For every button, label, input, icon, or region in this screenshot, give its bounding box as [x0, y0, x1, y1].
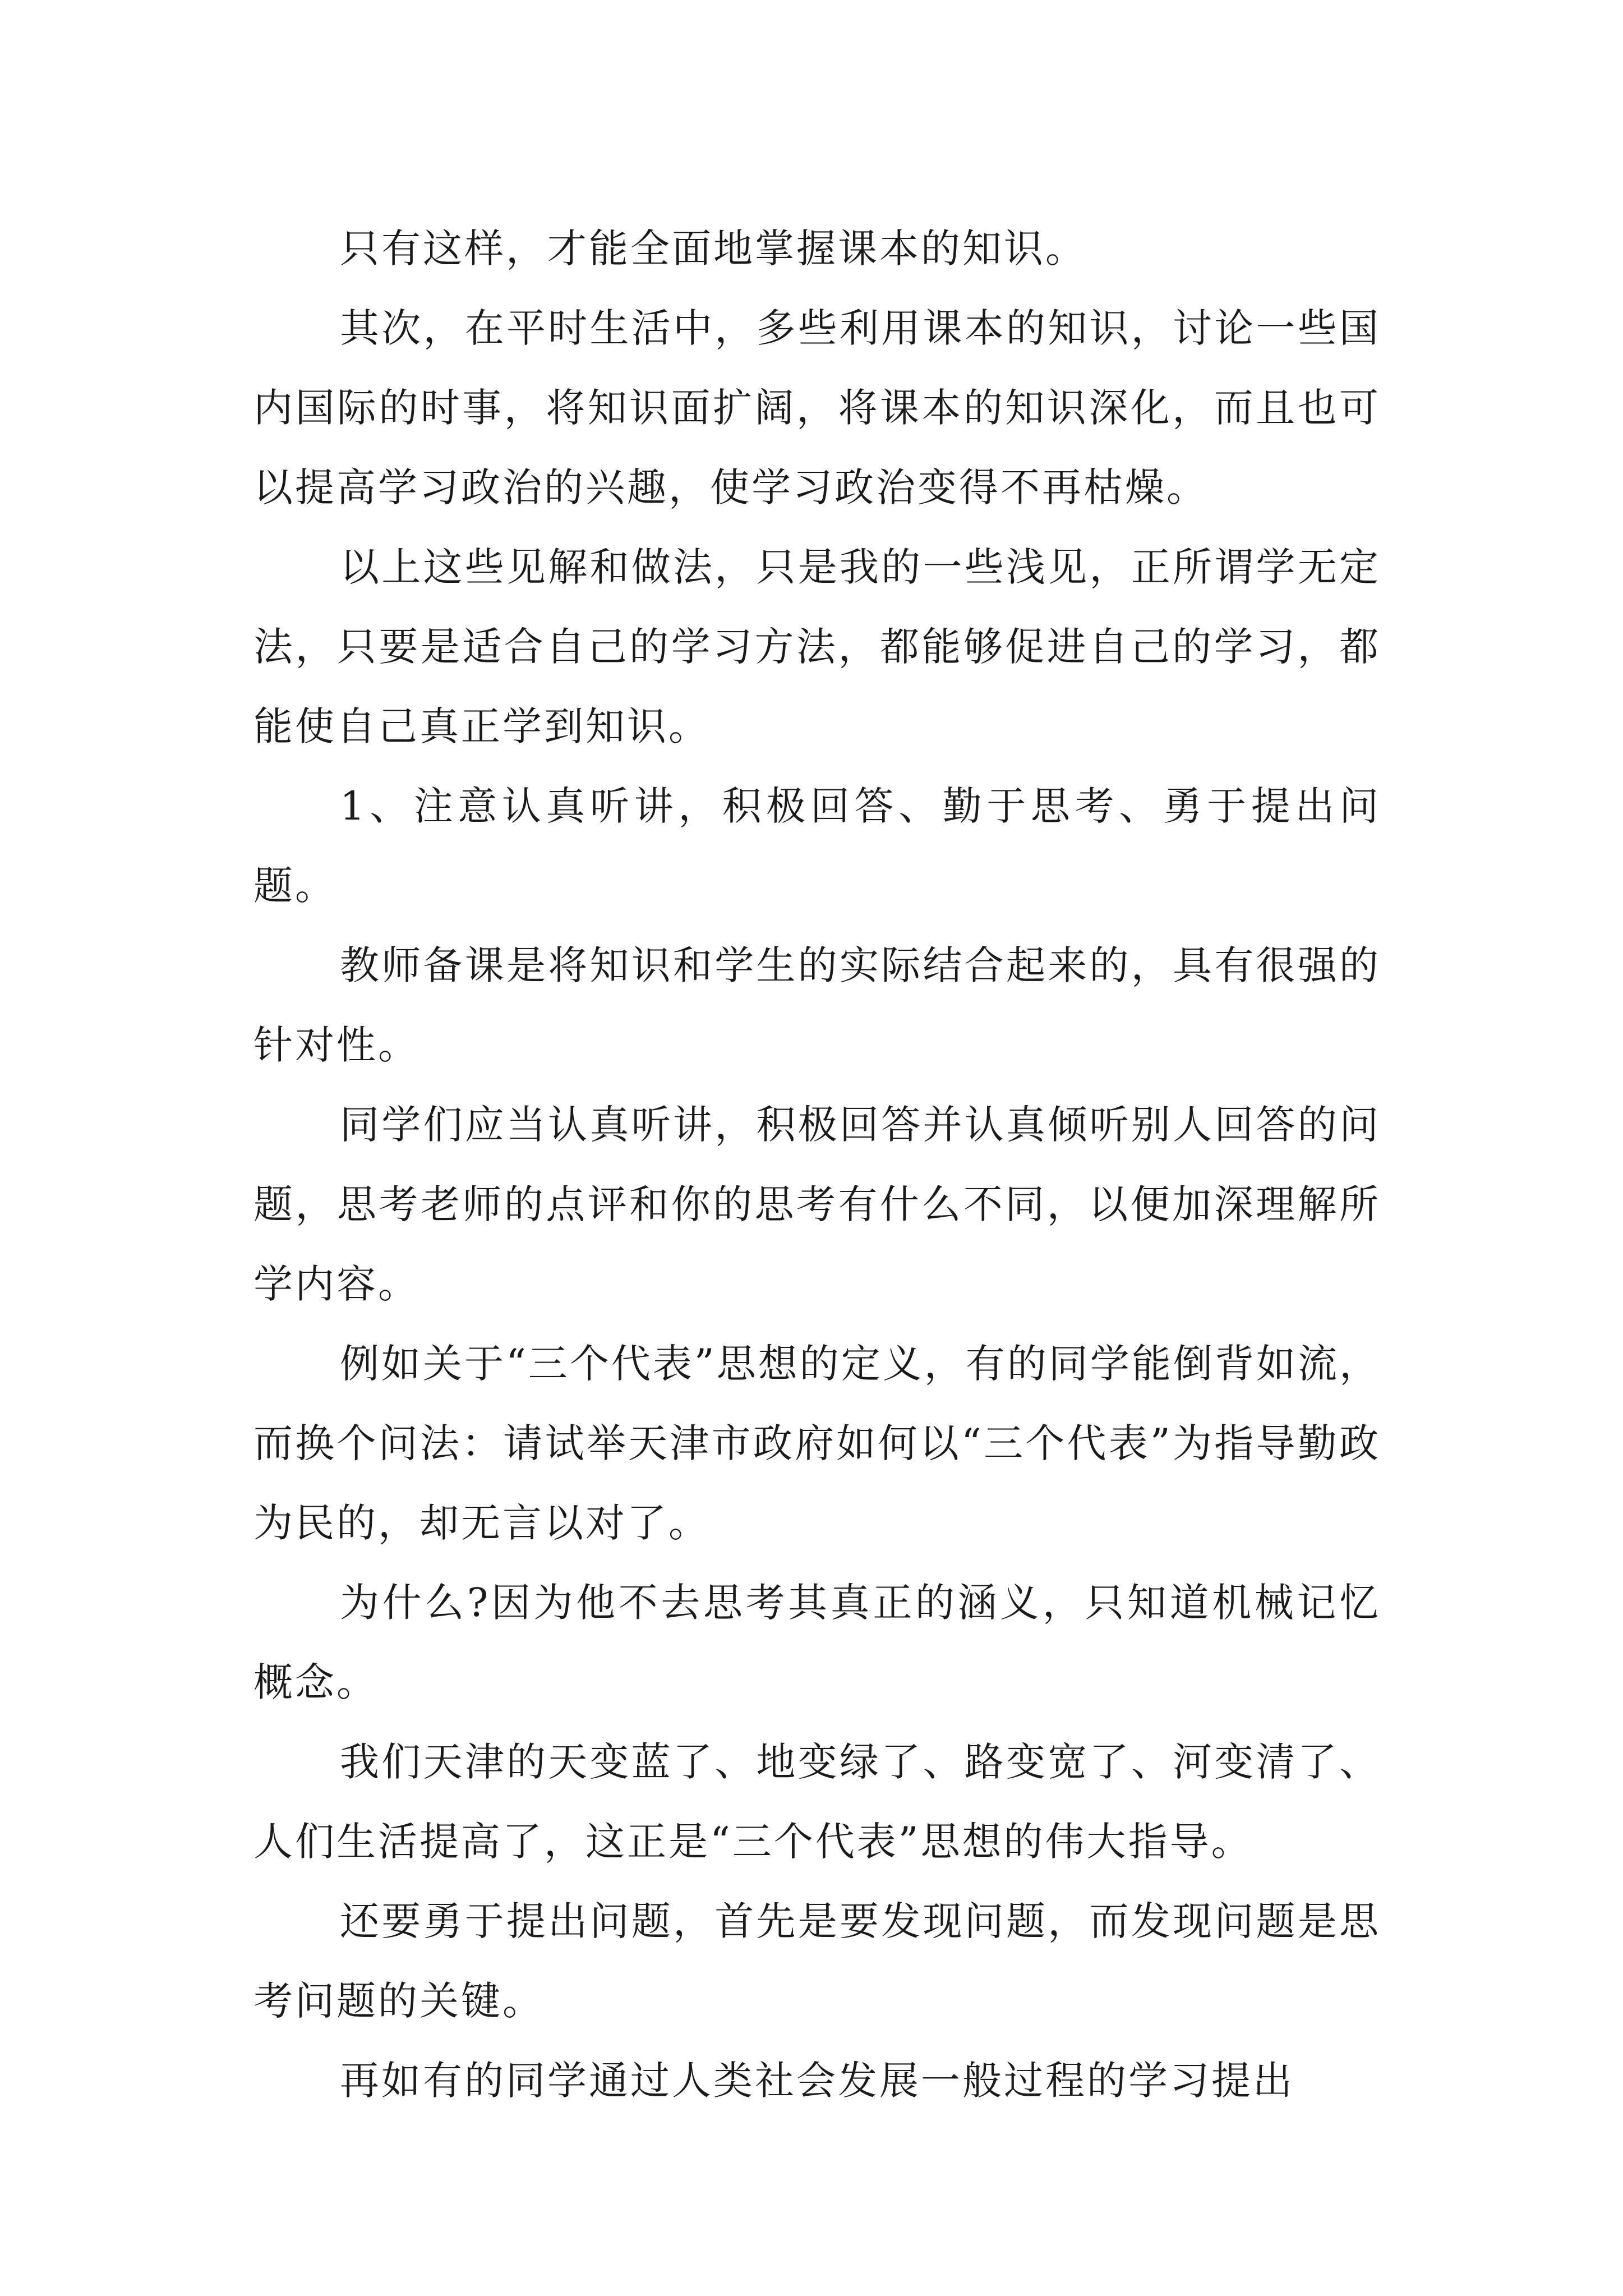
paragraph-8: 为什么?因为他不去思考其真正的涵义，只知道机械记忆概念。 [253, 1580, 1381, 1705]
paragraph-9: 我们天津的天变蓝了、地变绿了、路变宽了、河变清了、人们生活提高了，这正是“三个代表”思想的伟大指导。 [253, 1739, 1381, 1865]
paragraph-1: 只有这样，才能全面地掌握课本的知识。 [340, 226, 1087, 272]
paragraph-11: 再如有的同学通过人类社会发展一般过程的学习提出 [340, 2058, 1294, 2104]
document-body [253, 209, 1381, 2120]
paragraph-10: 还要勇于提出问题，首先是要发现问题，而发现问题是思考问题的关键。 [253, 1898, 1381, 2024]
paragraph-7: 例如关于“三个代表”思想的定义，有的同学能倒背如流，而换个问法：请试举天津市政府如何以“三个代表”为指导勤政为民的，却无言以对了。 [253, 1341, 1381, 1546]
paragraph-4: 1、注意认真听讲，积极回答、勤于思考、勇于提出问题。 [253, 783, 1381, 909]
paragraph-2: 其次，在平时生活中，多些利用课本的知识，讨论一些国内国际的时事，将知识面扩阔，将课本的知识深化，而且也可以提高学习政治的兴趣，使学习政治变得不再枯燥。 [253, 305, 1381, 510]
paragraph-6: 同学们应当认真听讲，积极回答并认真倾听别人回答的问题，思考老师的点评和你的思考有什么不同，以便加深理解所学内容。 [253, 1102, 1381, 1307]
paragraph-5: 教师备课是将知识和学生的实际结合起来的，具有很强的针对性。 [253, 942, 1381, 1068]
paragraph-3: 以上这些见解和做法，只是我的一些浅见，正所谓学无定法，只要是适合自己的学习方法，都能够促进自己的学习，都能使自己真正学到知识。 [253, 544, 1381, 749]
